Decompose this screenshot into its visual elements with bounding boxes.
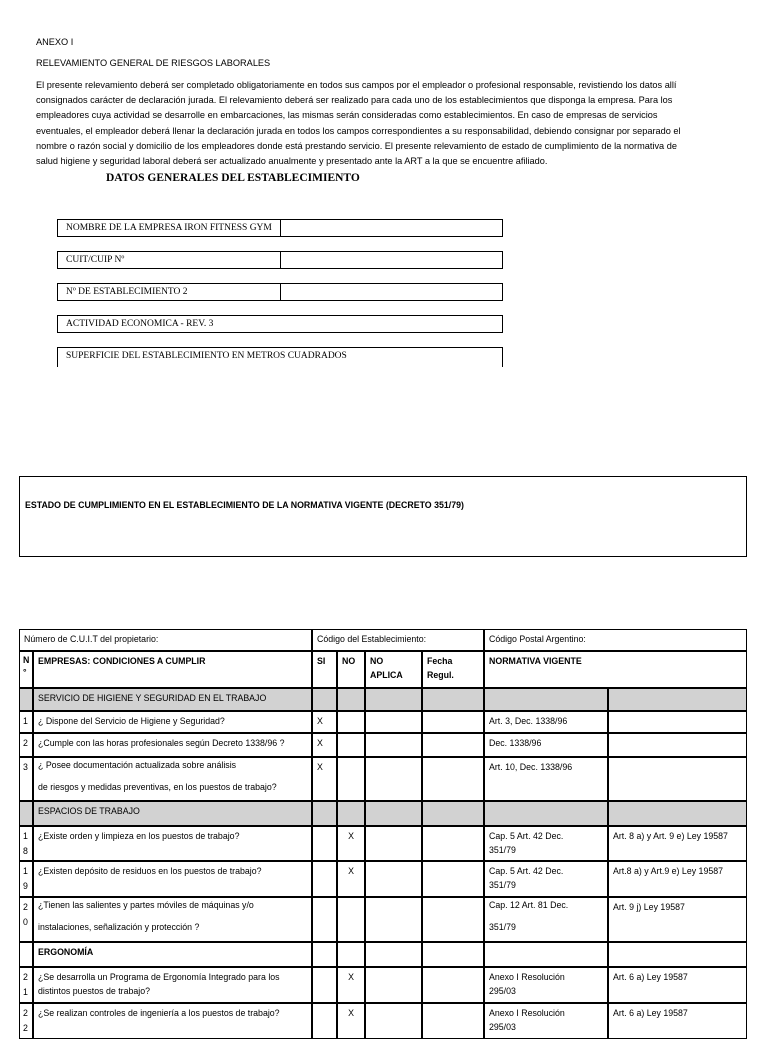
si-checkbox[interactable]: X [312,757,337,801]
economic-activity-field[interactable] [57,315,503,333]
row-question: ¿ Posee documentación actualizada sobre análisis de riesgos y medidas preventivas, en los puestos de trabajo? [33,757,312,801]
intro-paragraph [36,78,736,169]
section-cell [422,801,484,826]
section-cell [365,942,422,967]
row-question: ¿ Dispone del Servicio de Higiene y Seguridad? [33,711,312,733]
field-divider [280,284,281,300]
field-divider [280,252,281,268]
intro-line: eventuales, el empleador deberá llenar la declaración jurada en todos los campos correspondientes a su responsabilidad, debiendo consignar por separado el [36,125,681,136]
section-cell [422,942,484,967]
section-cell [365,688,422,711]
intro-line: El presente relevamiento deberá ser completado obligatoriamente en todos sus campos por el empleador o profesional responsable, revistiendo los datos allí [36,80,677,90]
no-aplica-checkbox[interactable] [365,1003,422,1039]
company-name-field[interactable] [57,219,503,237]
section-cell [484,688,608,711]
row-number: 2 0 [19,897,33,942]
no-aplica-checkbox[interactable] [365,861,422,897]
normativa-cell: Cap. 5 Art. 42 Dec. 351/79 [484,861,608,897]
field-label: Nº DE ESTABLECIMIENTO 2 [66,287,188,297]
normativa-extra-cell: Art. 6 a) Ley 19587 [608,1003,747,1039]
header-normativa: NORMATIVA VIGENTE [484,651,747,688]
field-label: ACTIVIDAD ECONOMICA - REV. 3 [66,319,214,329]
no-aplica-checkbox[interactable] [365,967,422,1003]
no-checkbox[interactable] [337,757,365,801]
normativa-cell: Cap. 12 Art. 81 Dec. 351/79 [484,897,608,942]
normativa-cell: Dec. 1338/96 [484,733,608,757]
general-data-title: DATOS GENERALES DEL ESTABLECIMIENTO [106,172,360,184]
section-cell [484,942,608,967]
compliance-status-box [19,476,747,557]
normativa-cell: Cap. 5 Art. 42 Dec. 351/79 [484,826,608,861]
row-question: ¿Existe orden y limpieza en los puestos de trabajo? [33,826,312,861]
fecha-cell[interactable] [422,967,484,1003]
no-checkbox[interactable] [337,897,365,942]
header-num: N ° [19,651,33,688]
si-checkbox[interactable] [312,967,337,1003]
section-cell [608,942,747,967]
header-si: SI [312,651,337,688]
no-checkbox[interactable] [337,733,365,757]
si-checkbox[interactable] [312,861,337,897]
establishment-code-cell[interactable]: Código del Establecimiento: [312,629,484,651]
section-cell [337,688,365,711]
si-checkbox[interactable] [312,897,337,942]
normativa-extra-cell [608,711,747,733]
row-number: 2 1 [19,967,33,1003]
row-question: ¿Cumple con las horas profesionales según Decreto 1338/96 ? [33,733,312,757]
owner-cuit-cell[interactable]: Número de C.U.I.T del propietario: [19,629,312,651]
section-espacios-trabajo: ESPACIOS DE TRABAJO [33,801,312,826]
checklist-table [19,629,747,1033]
row-question: ¿Se desarrolla un Programa de Ergonomía Integrado para los distintos puestos de trabajo? [33,967,312,1003]
normativa-cell: Anexo I Resolución 295/03 [484,967,608,1003]
establishment-number-field[interactable] [57,283,503,301]
fecha-cell[interactable] [422,861,484,897]
header-conditions: EMPRESAS: CONDICIONES A CUMPLIR [33,651,312,688]
field-label: NOMBRE DE LA EMPRESA IRON FITNESS GYM [66,223,272,233]
section-cell [484,801,608,826]
fecha-cell[interactable] [422,897,484,942]
intro-line: empleadores cuya actividad se desarrolle en embarcaciones, las mismas serán consideradas como establecimientos. En caso de empresas de servicios [36,110,658,121]
no-checkbox[interactable]: X [337,826,365,861]
normativa-extra-cell: Art. 6 a) Ley 19587 [608,967,747,1003]
intro-line: salud higiene y seguridad laboral deberá ser actualizado anualmente y presentado ante la ART a la que se encuentre afiliado. [36,156,548,167]
fecha-cell[interactable] [422,711,484,733]
no-aplica-checkbox[interactable] [365,711,422,733]
normativa-cell: Art. 3, Dec. 1338/96 [484,711,608,733]
row-question: ¿Tienen las salientes y partes móviles de máquinas y/o instalaciones, señalización y protección ? [33,897,312,942]
section-ergonomia: ERGONOMÍA [33,942,312,967]
postal-code-cell[interactable]: Código Postal Argentino: [484,629,747,651]
section-cell [422,688,484,711]
normativa-cell: Art. 10, Dec. 1338/96 [484,757,608,801]
surface-field[interactable] [57,347,503,367]
si-checkbox[interactable]: X [312,733,337,757]
section-cell [337,942,365,967]
si-checkbox[interactable]: X [312,711,337,733]
compliance-status-title: ESTADO DE CUMPLIMIENTO EN EL ESTABLECIMIENTO DE LA NORMATIVA VIGENTE (DECRETO 351/79) [25,500,464,510]
section-num-cell [19,942,33,967]
no-aplica-checkbox[interactable] [365,757,422,801]
field-label: CUIT/CUIP Nº [66,255,125,265]
header-no-aplica: NO APLICA [365,651,422,688]
section-cell [312,688,337,711]
row-question: ¿Existen depósito de residuos en los puestos de trabajo? [33,861,312,897]
intro-line: nombre o razón social y domicilio de los empleadores donde está prestando servicio. El presente relevamiento de estado de cumplimiento de la normativa de [36,140,677,151]
row-number: 2 [19,733,33,757]
no-aplica-checkbox[interactable] [365,897,422,942]
header-no: NO [337,651,365,688]
row-number: 1 9 [19,861,33,897]
section-servicio-higiene: SERVICIO DE HIGIENE Y SEGURIDAD EN EL TRABAJO [33,688,312,711]
normativa-extra-cell [608,733,747,757]
section-cell [312,801,337,826]
normativa-cell: Anexo I Resolución 295/03 [484,1003,608,1039]
cuit-field[interactable] [57,251,503,269]
section-cell [337,801,365,826]
section-cell [312,942,337,967]
no-checkbox[interactable]: X [337,1003,365,1039]
row-question: ¿Se realizan controles de ingeniería a los puestos de trabajo? [33,1003,312,1039]
no-aplica-checkbox[interactable] [365,733,422,757]
no-checkbox[interactable]: X [337,967,365,1003]
section-cell [608,688,747,711]
section-cell [608,801,747,826]
normativa-extra-cell: Art.8 a) y Art.9 e) Ley 19587 [608,861,747,897]
section-num-cell [19,801,33,826]
field-label: SUPERFICIE DEL ESTABLECIMIENTO EN METROS CUADRADOS [66,351,347,361]
row-number: 1 8 [19,826,33,861]
normativa-extra-cell: Art. 8 a) y Art. 9 e) Ley 19587 [608,826,747,861]
normativa-extra-cell: Art. 9 j) Ley 19587 [608,897,747,942]
annex-label: ANEXO I [36,37,74,47]
field-divider [280,220,281,236]
no-checkbox[interactable]: X [337,861,365,897]
no-aplica-checkbox[interactable] [365,826,422,861]
document-subtitle: RELEVAMIENTO GENERAL DE RIESGOS LABORALES [36,58,271,68]
row-number: 3 [19,757,33,801]
header-fecha: Fecha Regul. [422,651,484,688]
no-checkbox[interactable] [337,711,365,733]
si-checkbox[interactable] [312,1003,337,1039]
fecha-cell[interactable] [422,757,484,801]
section-cell [365,801,422,826]
fecha-cell[interactable] [422,1003,484,1039]
fecha-cell[interactable] [422,826,484,861]
fecha-cell[interactable] [422,733,484,757]
row-number: 2 2 [19,1003,33,1039]
si-checkbox[interactable] [312,826,337,861]
section-num-cell [19,688,33,711]
normativa-extra-cell [608,757,747,801]
row-number: 1 [19,711,33,733]
intro-line: consignados carácter de declaración jurada. El relevamiento deberá ser realizado para cada uno de los establecimientos que disponga la empresa. Para los [36,95,673,106]
